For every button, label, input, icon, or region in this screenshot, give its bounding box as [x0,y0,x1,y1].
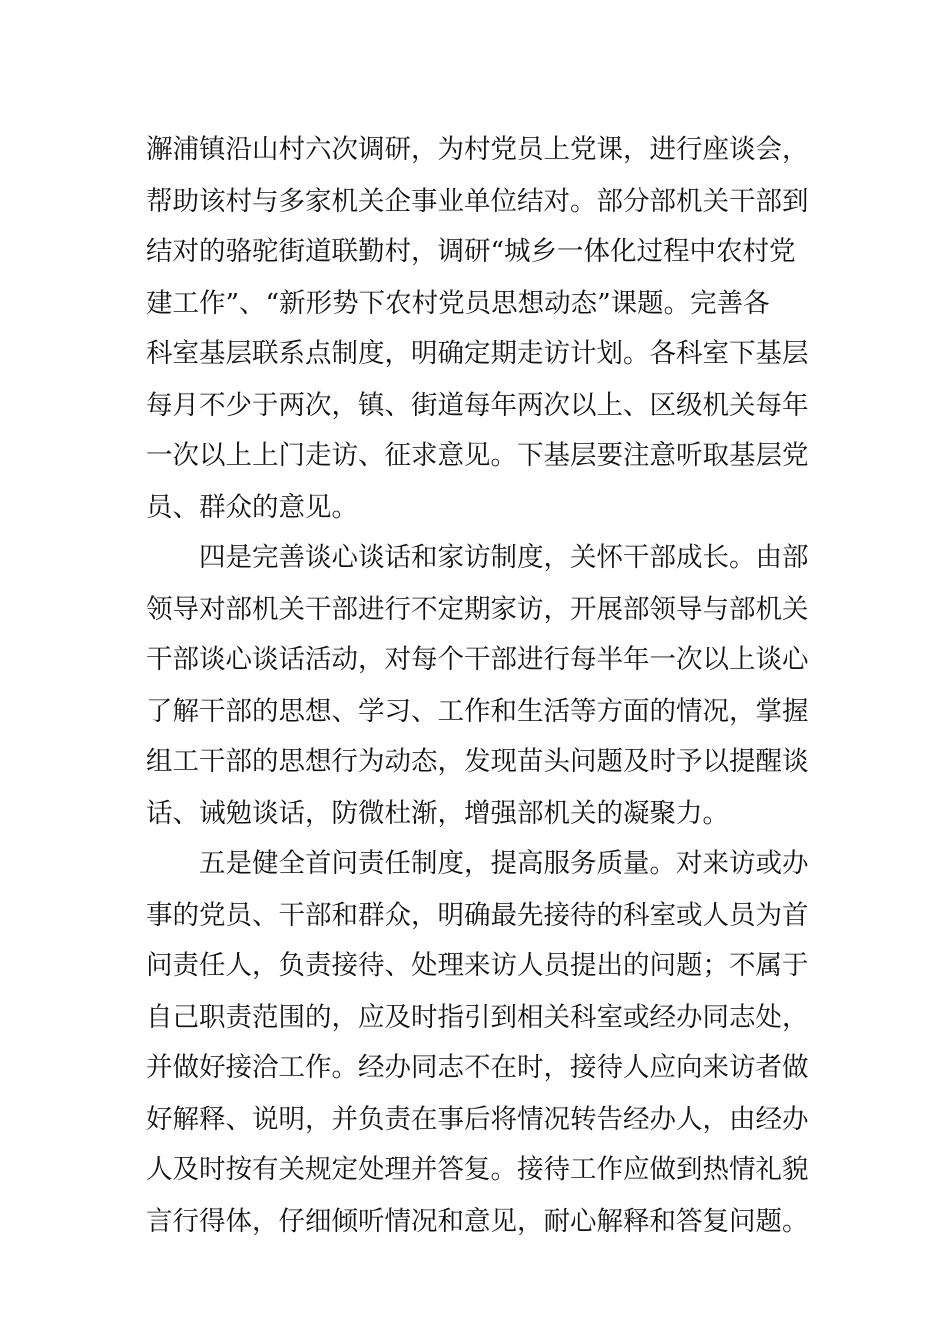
text-line: 言行得体，仔细倾听情况和意见，耐心解释和答复问题。 [146,1206,809,1237]
paragraph-start-line: 五是健全首问责任制度，提高服务质量。对来访或办 [199,848,809,879]
text-line: 好解释、说明，并负责在事后将情况转告经办人，由经办 [146,1104,809,1135]
text-line: 人及时按有关规定处理并答复。接待工作应做到热情礼貌 [146,1154,809,1185]
text-line: 事的党员、干部和群众，明确最先接待的科室或人员为首 [146,900,809,931]
text-line: 并做好接洽工作。经办同志不在时，接待人应向来访者做 [146,1052,809,1083]
text-line: 帮助该村与多家机关企事业单位结对。部分部机关干部到 [146,186,809,217]
text-line: 了解干部的思想、学习、工作和生活等方面的情况，掌握 [146,696,809,727]
text-line: 科室基层联系点制度，明确定期走访计划。各科室下基层 [146,338,809,369]
text-line: 话、诫勉谈话，防微杜渐，增强部机关的凝聚力。 [146,798,729,829]
text-line: 领导对部机关干部进行不定期家访，开展部领导与部机关 [146,594,809,625]
text-line: 每月不少于两次，镇、街道每年两次以上、区级机关每年 [146,390,809,421]
text-line: 结对的骆驼街道联勤村，调研“城乡一体化过程中农村党 [146,236,796,267]
paragraph-start-line: 四是完善谈心谈话和家访制度，关怀干部成长。由部 [199,542,809,573]
text-line: 一次以上上门走访、征求意见。下基层要注意听取基层党 [146,440,809,471]
text-line: 干部谈心谈话活动，对每个干部进行每半年一次以上谈心 [146,644,809,675]
text-line: 问责任人，负责接待、处理来访人员提出的问题；不属于 [146,950,809,981]
text-line: 澥浦镇沿山村六次调研，为村党员上党课，进行座谈会， [146,134,809,165]
text-line: 组工干部的思想行为动态，发现苗头问题及时予以提醒谈 [146,746,809,777]
text-line: 员、群众的意见。 [146,492,358,523]
text-line: 建工作”、“新形势下农村党员思想动态”课题。完善各 [146,288,770,319]
text-line: 自己职责范围的，应及时指引到相关科室或经办同志处， [146,1002,809,1033]
